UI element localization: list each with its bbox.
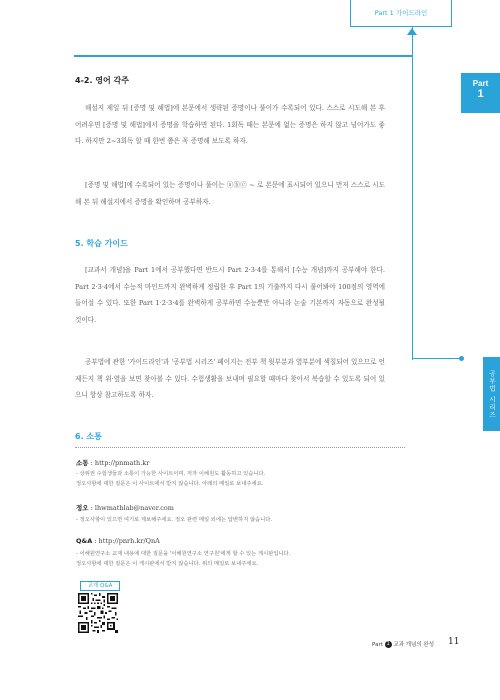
contact-title-errata xyxy=(76,503,174,512)
top-rule xyxy=(74,55,412,57)
side-part-number: 1 xyxy=(477,88,484,100)
section-divider xyxy=(75,447,405,448)
side-part-label: Part xyxy=(472,79,489,88)
page-number: 11 xyxy=(448,637,460,647)
contact-url[interactable]: : http://pnrh.kr/QnA xyxy=(92,537,160,545)
part-header-tab xyxy=(350,0,452,27)
contact-desc: - 정오사항이 있으면 여기로 제보해주세요. 정오 관련 메일 외에는 답변하지 않습니다. xyxy=(76,517,273,523)
qr-caption: 교재 Q&A xyxy=(80,581,120,591)
footer-chapter-title: 교과 개념의 완성 xyxy=(393,642,435,648)
contact-label: 정오 xyxy=(76,504,89,512)
contact-desc: - 이해원연구소 교재 내용에 대한 질문을 '이해원연구소 연구원'에게 할 수 있는 게시판입니다. xyxy=(76,551,291,557)
contact-desc: 정오사항에 대한 질문은 이 게시판에서 받지 않습니다. 위의 메일로 보내주세요. xyxy=(76,561,259,567)
contact-title-community xyxy=(76,458,149,467)
guide-connector-line xyxy=(413,358,461,359)
side-part-tab[interactable] xyxy=(461,73,500,113)
contact-email[interactable]: : lhwmathlab@naver.com xyxy=(88,504,174,512)
section-heading-5: 5. 학습 가이드 xyxy=(75,239,128,248)
part-header-label: Part 1 가이드라인 xyxy=(374,9,428,17)
paragraph-5-2: 공부법에 관한 '가이드라인'과 '공부법 시리즈' 페이지는 전부 책 윗부분과 옆부분에 색칠되어 있으므로 언제든지 책 위·옆을 보면 찾아볼 수 있다. 수험생활을 보내며 필요할 때마다 찾아서 복습할 수 있도록 되어 있으니 항상 참고하도록 하자. xyxy=(75,358,385,399)
arrow-up-icon xyxy=(407,28,417,35)
footer-part-label: Part xyxy=(372,642,383,648)
footer-chapter xyxy=(372,640,434,648)
connector-dot-icon xyxy=(459,356,464,361)
contact-desc: - 상위권 수험생들과 소통이 가능한 사이트이며, 저자 이해원도 활동하고 있습니다. xyxy=(76,471,266,477)
paragraph-5-1: [교과서 개념]을 Part 1에서 공부했다면 반드시 Part 2·3·4를 통해서 [수능 개념]까지 공부해야 한다. Part 2·3·4에서 수능적 마인드까지 완벽하게 정립한 후 Part 1의 기출까지 다시 풀어봐야 100점의 영역에 들어설 수 있다. 또한 Part 1·2·3·4를 완벽하게 공부하면 수능뿐만 아니라 논술 기본까지 자동으로 완성될 것이다. xyxy=(75,266,385,324)
contact-url[interactable]: : http://pnmath.kr xyxy=(88,459,150,467)
side-series-tab[interactable]: 공부법 시리즈 xyxy=(483,357,500,431)
contact-label: Q&A xyxy=(76,537,93,545)
contact-desc: 정오사항에 대한 질문은 이 사이트에서 받지 않습니다. 아래의 메일로 보내주세요. xyxy=(76,481,264,487)
paragraph-4-2-2: [증명 및 해법]에 수록되어 있는 증명이나 풀이는 ⓐⓑⓒ ~ 로 본문에 표시되어 있으니 먼저 스스로 시도해 본 뒤 해설지에서 증명을 확인하며 공부하자. xyxy=(75,181,385,206)
contact-label: 소통 xyxy=(76,459,89,467)
guide-vertical-line xyxy=(412,27,413,360)
qr-code-icon[interactable] xyxy=(78,593,118,633)
section-heading-6: 6. 소통 xyxy=(75,432,102,441)
footer-part-number: 1 xyxy=(386,641,390,647)
section-heading-4-2: 4-2. 영어 각주 xyxy=(75,76,129,85)
contact-title-qna xyxy=(76,537,160,545)
paragraph-4-2-1: 해설지 제일 뒤 [증명 및 해법]에 본문에서 생략된 증명이나 풀이가 수록되어 있다. 스스로 시도해 본 후 어려우면 [증명 및 해법]에서 증명을 학습하면 된다. 1회독 때는 본문에 없는 증명은 하지 않고 넘어가도 좋다. 하지만 2~3회독 할 때 한번 쯤은 꼭 증명해 보도록 하자. xyxy=(75,104,385,145)
